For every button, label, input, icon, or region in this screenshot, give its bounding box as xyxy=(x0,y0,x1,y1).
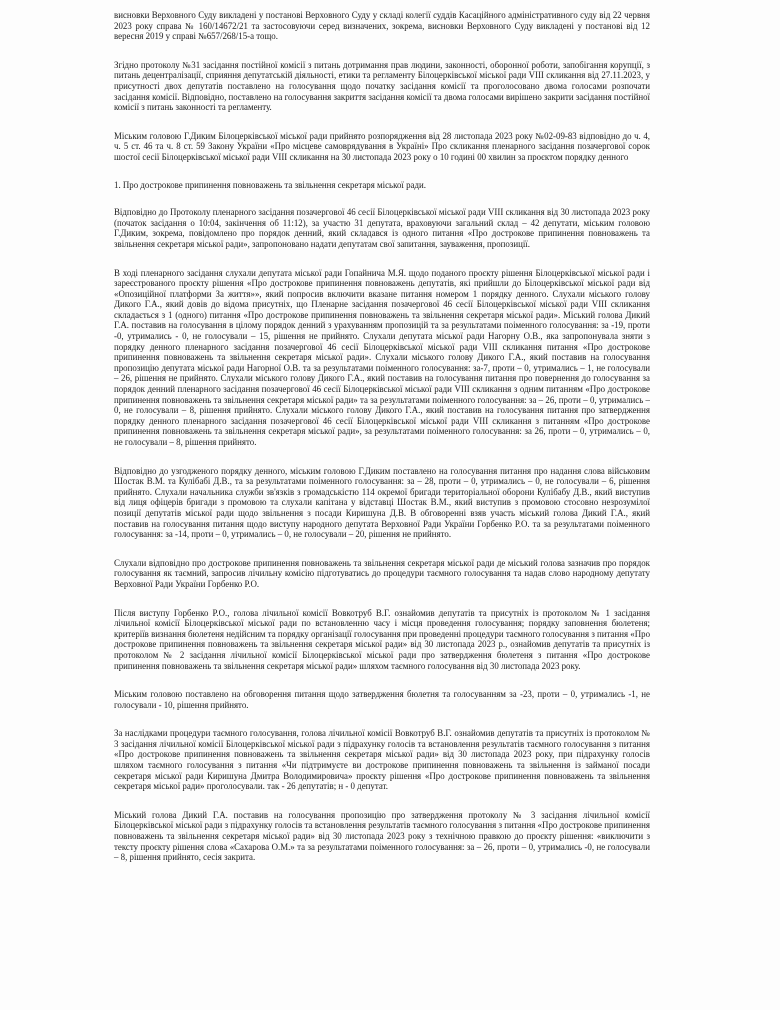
paragraph-commission-protocol-31: Згідно протоколу №31 засідання постійної комісії з питань дотримання прав людини, законності, оборонної роботи, запобігання корупції, з питань децентралізації, сприяння депутатській діяльності, етики та регламенту Білоцерківської міської ради VIII скликання від 27.11.2023, у присутності двох депутатів поставлено на голосування щодо початку засідання комісії та проголосовано двома голосами розпочати засідання комісії. Відповідно, поставлено на голосування закриття засідання комісії та двома голосами вирішено закрити засідання постійної комісії з питань законності та регламенту. xyxy=(114,59,650,113)
paragraph-counting-commission-protocols: Після виступу Горбенко Р.О., голова лічильної комісії Вовкотруб В.Г. ознайомив депутатів та присутніх із протоколом № 1 засідання лічильної комісії Білоцерківської міської ради по встановленню часу і місця проведення голосування; порядку заповнення бюлетеня; критеріїв визнання бюлетеня недійсним та порядку організації голосування при проведенні процедури таємного голосування з питання «Про дострокове припинення повноважень та звільнення секретаря міської ради» від 30 листопада 2023 р., ознайомив депутатів та присутніх із протоколом № 2 засідання лічильної комісії Білоцерківської міської ради про затвердження бюлетеня з питання «Про дострокове припинення повноважень та звільнення секретаря міської ради» шляхом таємного голосування від 30 листопада 2023 року. xyxy=(114,607,651,671)
agenda-item-heading: 1. Про дострокове припинення повноважень та звільнення секретаря міської ради. xyxy=(114,179,426,190)
paragraph-mayor-order: Міським головою Г.Диким Білоцерківської міської ради прийнято розпорядження від 28 листопада 2023 року №02-09-83 відповідно до ч. 4, ч. 5 ст. 46 та ч. 8 ст. 59 Закону України «Про місцеве самоврядування в Україні» Про скликання пленарного засідання позачергової сорок шостої сесії Білоцерківської міської ради VIII скликання на 30 листопада 2023 року о 10 годині 00 хвилин за проєктом порядку денного xyxy=(114,130,650,162)
paragraph-military-speakers: Відповідно до узгодженого порядку денного, міським головою Г.Диким поставлено на голосування питання про надання слова військовим Шостак В.М. та Кулібабі Д.В., та за результатами поіменного голосування: за – 28, проти – 0, утримались – 0, не голосували – 6, рішення прийнято. Слухали начальника служби зв'язків з громадськістю 114 окремої бригади територіальної оборони Кулібабу Д.В., який виступив від лиця офіцерів бригади з промовою та слухали капітана у відставці Шостак В.М., який виступив з промовою стосовно незрозумілої позиції депутатів міської ради щодо звільнення з посади Киришуна Д.В. В обговоренні взяв участь міський голова Дикий Г.А., який поставив на голосування питання щодо виступу народного депутата Верховної Ради України Горбенко Р.О. та за результатами поіменного голосування: за -14, проти – 0, утримались – 0, не голосували – 20, рішення не прийнято. xyxy=(114,465,650,540)
paragraph-secret-ballot-results: За наслідками процедури таємного голосування, голова лічильної комісії Вовкотруб В.Г. ознайомив депутатів та присутніх із протоколом № 3 засідання лічильної комісії Білоцерківської міської ради з підрахунку голосів та встановлення результатів таємного голосування з питання «Про дострокове припинення повноважень та звільнення секретаря міської ради» від 30 листопада 2023 року, при підрахунку голосів шляхом таємного голосування з питання «Чи підтримуєте ви дострокове припинення повноважень та звільнення із займаної посади секретаря міської ради Киришуна Дмитра Володимировича» проєкту рішення «Про дострокове припинення повноважень та звільнення секретаря міської ради» проголосували. так - 26 депутатів; н - 0 депутат. xyxy=(114,728,650,792)
paragraph-ballot-approval-vote: Міським головою поставлено на обговорення питання щодо затвердження бюлетня та голосуванням за -23, проти – 0, утримались -1, не голосували - 10, рішення прийнято. xyxy=(114,689,650,710)
paragraph-plenary-protocol: Відповідно до Протоколу пленарного засідання позачергової 46 сесії Білоцерківської міської ради VIII скликання від 30 листопада 2023 року (початок засідання о 10:04, закінчення об 11:12), за участю 31 депутата, враховуючи загальний склад – 42 депутати, міським головою Г.Диким, зокрема, повідомлено про порядок денний, який складався із одного питання «Про дострокове припинення повноважень та звільнення секретаря міської ради», запропоновано надати депутатам свої запитання, зауваження, пропозиції. xyxy=(114,207,650,249)
paragraph-supreme-court-conclusions: висновки Верховного Суду викладені у постанові Верховного Суду у складі колегії суддів Касаційного адміністративного суду від 22 червня 2023 року справа № 160/14672/21 та застосовуючи серед визначених, зокрема, висновки Верховного Суду викладені у постанові від 12 вересня 2019 у справі №657/268/15-а тощо. xyxy=(114,10,650,42)
paragraph-plenary-proceedings: В ході пленарного засідання слухали депутата міської ради Гопайнича М.Я. щодо поданого проєкту рішення Білоцерківської міської ради і зареєстрованого проєкту рішення «Про дострокове припинення повноважень депутатів, які прийшли до Білоцерківської міської ради від «Опозиційної платформи За життя»», який попросив включити вказане питання номером 1 порядку денного. Слухали міського голову Дикого Г.А., який довів до відома присутніх, що Пленарне засідання позачергової 46 сесії Білоцерківської міської ради VIII скликання складається з 1 (одного) питання «Про дострокове припинення повноважень та звільнення секретаря міської ради». Міський голова Дикий Г.А. поставив на голосування в цілому порядок денний з урахуванням пропозицій та за результатами поіменного голосування: за -19, проти -0, утримались - 0, не голосували – 15, рішення не прийнято. Слухали депутата міської ради Нагорну О.В., яка запропонувала зняти з порядку денного пленарного засідання позачергової 46 сесії Білоцерківської міської ради VIII скликання питання «Про дострокове припинення повноважень та звільнення секретаря міської ради». Слухали міського голову Дикого Г.А., який поставив на голосування пропозицію депутата міської ради Нагорної О.В. та за результатами поіменного голосування: за-7, проти – 0, утримались – 1, не голосували – 26, рішення не прийнято. Слухали міського голову Дикого Г.А., який поставив на голосування питання про повернення до голосування за порядок денний пленарного засідання позачергової 46 сесії Білоцерківської міської ради VIII скликання з одним питанням «Про дострокове припинення повноважень та звільнення секретаря міської ради» та за результатами поіменного голосування: за – 26, проти – 0, утримались – 0, не голосували – 8, рішення прийнято. Слухали міського голову Дикого Г.А., який поставив на голосування питання про затвердження порядку денного пленарного засідання позачергової 46 сесії Білоцерківської міської ради VIII скликання з питанням «Про дострокове припинення повноважень та звільнення секретаря міської ради», за результатами поіменного голосування: за 26, проти – 0, утримались – 0, не голосували – 8, рішення прийнято. xyxy=(114,267,650,447)
paragraph-protocol-3-approval: Міський голова Дикий Г.А. поставив на голосування пропозицію про затвердження протоколу № 3 засідання лічильної комісії Білоцерківської міської ради з підрахунку голосів та встановлення результатів таємного голосування з питання «Про дострокове припинення повноважень та звільнення секретаря міської ради» від 30 листопада 2023 року з технічною правкою до проєкту рішення: «виключити з тексту проєкту рішення слова «Сахарова О.М.» та за результатами поіменного голосування: за – 26, проти – 0, утримались -0, не голосували – 8, рішення прийнято, сесія закрита. xyxy=(114,809,650,863)
paragraph-secret-ballot-announcement: Слухали відповідно про дострокове припинення повноважень та звільнення секретаря міської ради де міський голова зазначив про порядок голосування як таємний, запросив лічильну комісію підготуватись до процедури таємного голосування та надав слово народному депутату Верховної Ради України Горбенко Р.О. xyxy=(114,557,650,589)
document-body xyxy=(114,10,650,875)
